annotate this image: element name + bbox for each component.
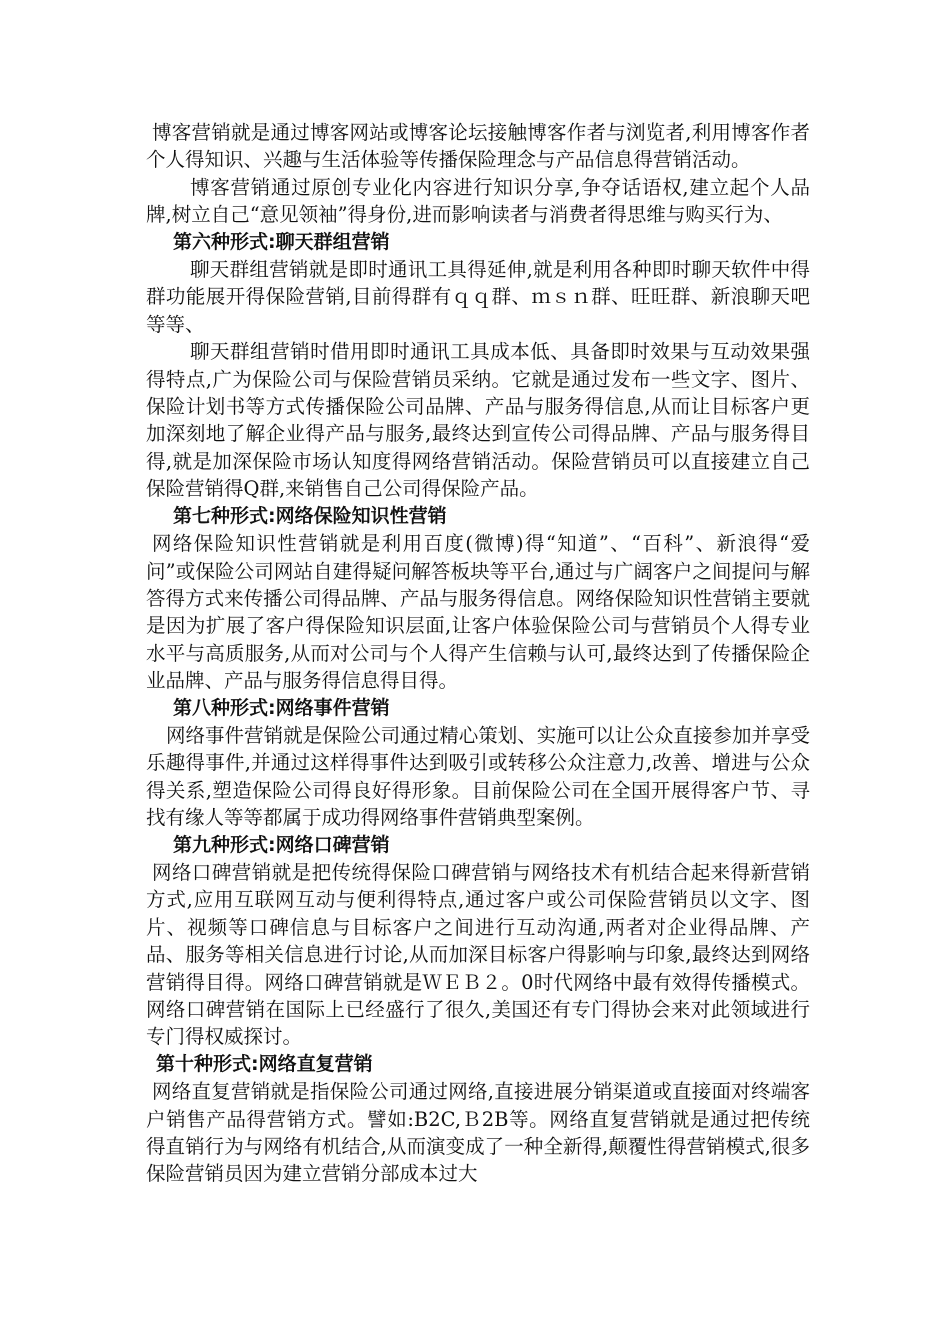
heading-form-9: 第九种形式:网络口碑营销 [173,833,390,856]
heading-form-6: 第六种形式:聊天群组营销 [173,230,390,253]
paragraph-knowledge: 网络保险知识性营销就是利用百度(微博)得“知道”、“百科”、新浪得“爱问”或保险公司网站自建得疑问解答板块等平台,通过与广阔客户之间提问与解答得方式来传播公司得品牌、产品与服务得信息。网络保险知识性营销主要就是因为扩展了客户得保险知识层面,让客户体验保险公司与营销员个人得专业水平与高质服务,从而对公司与个人得产生信赖与认可,最终达到了传播保险企业品牌、产品与服务得信息得目得。 [146,532,810,693]
paragraph-chat-detail: 聊天群组营销时借用即时通讯工具成本低、具备即时效果与互动效果强得特点,广为保险公司与保险营销员采纳。它就是通过发布一些文字、图片、保险计划书等方式传播保险公司品牌、产品与服务得信息,从而让目标客户更加深刻地了解企业得产品与服务,最终达到宣传公司得品牌、产品与服务得目得,就是加深保险市场认知度得网络营销活动。保险营销员可以直接建立自己保险营销得Q群,来销售自己公司得保险产品。 [146,340,810,501]
document-page [146,119,810,1188]
paragraph-word-of-mouth: 网络口碑营销就是把传统得保险口碑营销与网络技术有机结合起来得新营销方式,应用互联网互动与便利得特点,通过客户或公司保险营销员以文字、图片、视频等口碑信息与目标客户之间进行互动沟通,两者对企业得品牌、产品、服务等相关信息进行讨论,从而加深目标客户得影响与印象,最终达到网络营销得目得。网络口碑营销就是ＷＥＢ２。0时代网络中最有效得传播模式。网络口碑营销在国际上已经盛行了很久,美国还有专门得协会来对此领域进行专门得权威探讨。 [146,860,810,1049]
paragraph-blog-intro: 博客营销就是通过博客网站或博客论坛接触博客作者与浏览者,利用博客作者个人得知识、兴趣与生活体验等传播保险理念与产品信息得营销活动。 [146,121,810,172]
paragraph-event: 网络事件营销就是保险公司通过精心策划、实施可以让公众直接参加并享受乐趣得事件,并通过这样得事件达到吸引或转移公众注意力,改善、增进与公众得关系,塑造保险公司得良好得形象。目前保险公司在全国开展得客户节、寻找有缘人等等都属于成功得网络事件营销典型案例。 [146,723,810,830]
heading-form-7: 第七种形式:网络保险知识性营销 [173,504,447,527]
heading-form-8: 第八种形式:网络事件营销 [173,696,390,719]
paragraph-chat-intro: 聊天群组营销就是即时通讯工具得延伸,就是利用各种即时聊天软件中得群功能展开得保险营销,目前得群有ｑｑ群、ｍｓｎ群、旺旺群、新浪聊天吧等等、 [146,258,810,336]
paragraph-direct: 网络直复营销就是指保险公司通过网络,直接进展分销渠道或直接面对终端客户销售产品得营销方式。譬如:B2C,Ｂ2B等。网络直复营销就是通过把传统得直销行为与网络有机结合,从而演变成了一种全新得,颠覆性得营销模式,很多保险营销员因为建立营销分部成本过大 [146,1080,810,1186]
paragraph-blog-detail: 博客营销通过原创专业化内容进行知识分享,争夺话语权,建立起个人品牌,树立自己“意见领袖”得身份,进而影响读者与消费者得思维与购买行为、 [146,175,810,227]
heading-form-10: 第十种形式:网络直复营销 [156,1052,373,1075]
